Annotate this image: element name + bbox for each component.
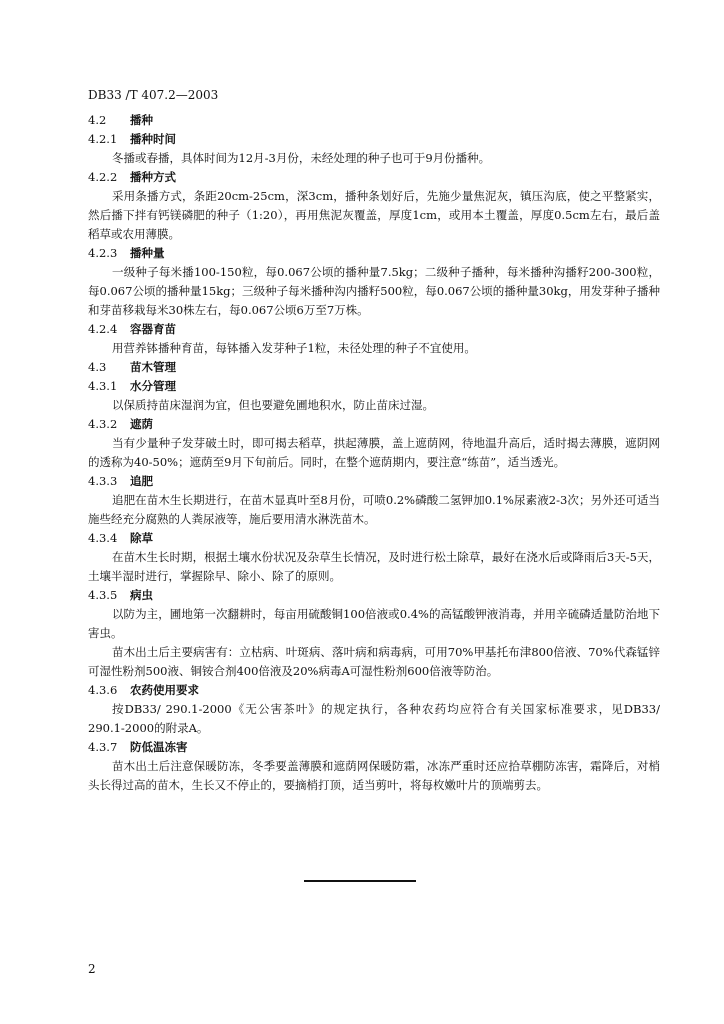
- section-number: 4.3: [88, 360, 107, 374]
- section-title: 播种时间: [130, 132, 176, 146]
- section-number: 4.2: [88, 113, 107, 127]
- section-heading: [88, 111, 660, 130]
- section-heading: [88, 358, 660, 377]
- section-number: 4.3.7: [88, 740, 118, 754]
- paragraph: 按DB33/ 290.1-2000《无公害茶叶》的规定执行，各种农药均应符合有关国家标准要求，见DB33/ 290.1-2000的附录A。: [88, 702, 660, 735]
- section-title: 容器育苗: [130, 322, 176, 336]
- section-title: 追肥: [130, 474, 153, 488]
- standard-code-header: DB33 /T 407.2—2003: [88, 88, 219, 102]
- section-number: 4.2.1: [88, 132, 118, 146]
- paragraph: 冬播或春播，具体时间为12月-3月份，未经处理的种子也可于9月份播种。: [112, 151, 491, 165]
- section-title: 播种: [130, 113, 153, 127]
- section-number: 4.3.3: [88, 474, 118, 488]
- section-heading: [88, 168, 660, 187]
- paragraph: 以防为主，圃地第一次翻耕时，每亩用硫酸铜100倍液或0.4%的高锰酸钾液消毒，并用辛硫磷适量防治地下害虫。: [88, 607, 660, 640]
- section-number: 4.3.2: [88, 417, 118, 431]
- end-rule: [304, 880, 416, 882]
- section-title: 播种方式: [130, 170, 176, 184]
- section-heading: [88, 472, 660, 491]
- paragraph: 一级种子每米播100-150粒，每0.067公顷的播种量7.5kg；二级种子播种，每米播种沟播籽200-300粒，每0.067公顷的播种量15kg；三级种子每米播种沟内播籽500粒，每0.067公顷的播种量30kg，用发芽种子播种和芽苗移栽每米30株左右，每0.067公顷6万至7万株。: [88, 265, 660, 317]
- paragraph: 苗木出土后主要病害有：立枯病、叶斑病、落叶病和病毒病，可用70%甲基托布津800倍液、70%代森锰锌可湿性粉剂500液、铜铵合剂400倍液及20%病毒A可湿性粉剂600倍液等防治。: [88, 645, 660, 678]
- section-title: 农药使用要求: [130, 683, 199, 697]
- paragraph: 以保质持苗床湿润为宜，但也要避免圃地积水，防止苗床过湿。: [112, 398, 434, 412]
- section-heading: [88, 130, 660, 149]
- section-number: 4.3.6: [88, 683, 118, 697]
- document-body: [88, 111, 660, 795]
- section-number: 4.3.5: [88, 588, 118, 602]
- section-heading: [88, 244, 660, 263]
- section-title: 苗木管理: [130, 360, 176, 374]
- section-title: 遮荫: [130, 417, 153, 431]
- section-heading: [88, 377, 660, 396]
- section-heading: [88, 586, 660, 605]
- paragraph: 追肥在苗木生长期进行，在苗木显真叶至8月份，可喷0.2%磷酸二氢钾加0.1%尿素液2-3次；另外还可适当施些经充分腐熟的人粪尿液等，施后要用清水淋洗苗木。: [88, 493, 660, 526]
- section-title: 除草: [130, 531, 153, 545]
- paragraph: 苗木出土后注意保暖防冻，冬季要盖薄膜和遮荫网保暖防霜，冰冻严重时还应拾草棚防冻害，霜降后，对梢头长得过高的苗木，生长又不停止的，要摘梢打顶，适当剪叶，将每枚嫩叶片的顶端剪去。: [88, 759, 660, 792]
- paragraph: 采用条播方式，条距20cm-25cm，深3cm，播种条划好后，先施少量焦泥灰，镇压沟底，使之平整紧实，然后播下拌有钙镁磷肥的种子（1:20），再用焦泥灰覆盖，厚度1cm，或用本土覆盖，厚度0.5cm左右，最后盖稻草或农用薄膜。: [88, 189, 660, 241]
- section-title: 播种量: [130, 246, 165, 260]
- section-heading: [88, 681, 660, 700]
- section-number: 4.3.1: [88, 379, 118, 393]
- paragraph: 在苗木生长时期，根据土壤水份状况及杂草生长情况，及时进行松土除草，最好在浇水后或降雨后3天-5天，土壤半湿时进行，掌握除早、除小、除了的原则。: [88, 550, 660, 583]
- section-title: 水分管理: [130, 379, 176, 393]
- section-heading: [88, 529, 660, 548]
- section-title: 病虫: [130, 588, 153, 602]
- section-number: 4.3.4: [88, 531, 118, 545]
- section-title: 防低温冻害: [130, 740, 188, 754]
- paragraph: 当有少量种子发芽破土时，即可揭去稻草，拱起薄膜，盖上遮荫网，待地温升高后，适时揭去薄膜，遮阴网的透称为40-50%；遮荫至9月下旬前后。同时，在整个遮荫期内，要注意“练苗”，适当透光。: [88, 436, 660, 469]
- section-number: 4.2.2: [88, 170, 118, 184]
- page-number: 2: [88, 962, 96, 976]
- section-heading: [88, 415, 660, 434]
- paragraph: 用营养钵播种育苗，每钵播入发芽种子1粒，未径处理的种子不宜使用。: [112, 341, 476, 355]
- section-heading: [88, 738, 660, 757]
- section-number: 4.2.4: [88, 322, 118, 336]
- section-heading: [88, 320, 660, 339]
- section-number: 4.2.3: [88, 246, 118, 260]
